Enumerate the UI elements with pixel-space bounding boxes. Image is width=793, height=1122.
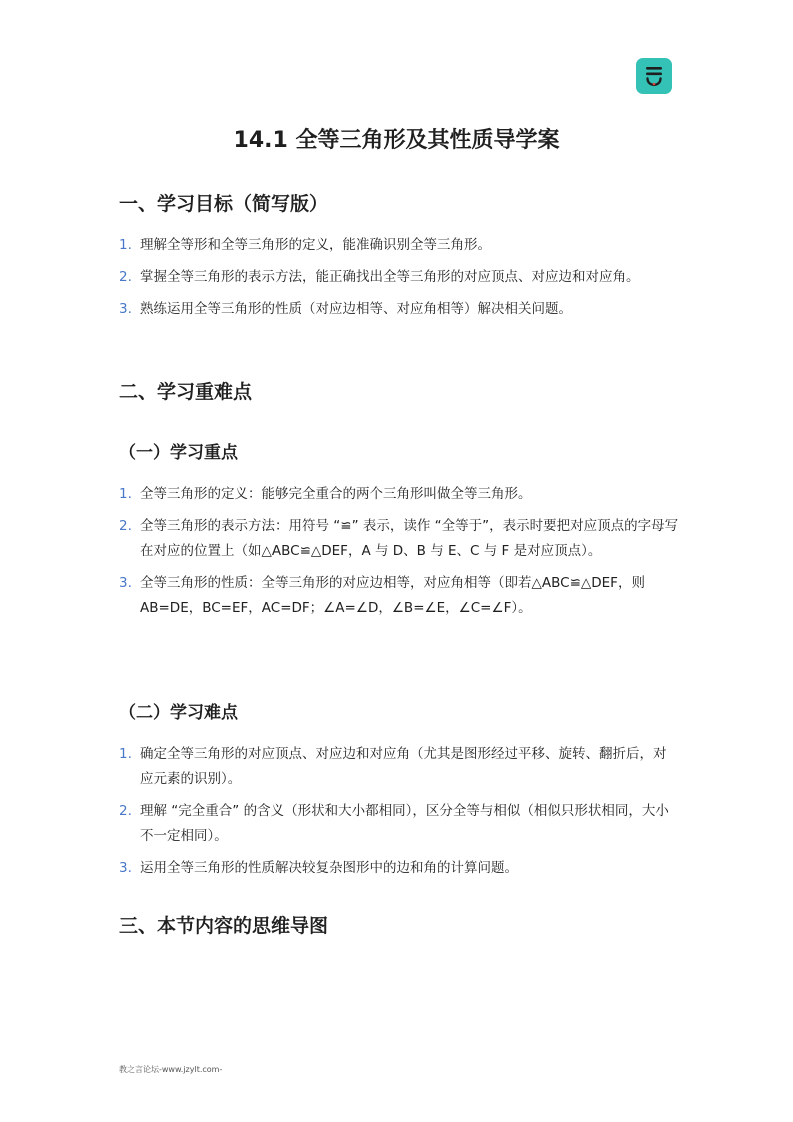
list-number: 2. [119,803,132,819]
section-heading-key-points: 二、学习重难点 [119,381,253,403]
chat-bubble-icon [636,58,672,94]
logo [636,58,672,94]
footer-watermark: 教之言论坛-www.jzylt.com- [119,1065,223,1074]
list-item [119,742,679,792]
section-heading-mindmap: 三、本节内容的思维导图 [119,915,329,937]
list-item-text: 理解 “完全重合” 的含义（形状和大小都相同），区分全等与相似（相似只形状相同，大小不一定相同）。 [140,803,669,844]
page-title: 14.1 全等三角形及其性质导学案 [233,128,560,153]
list-number: 2. [119,269,132,285]
list-item-text: 全等三角形的表示方法：用符号 “≌” 表示，读作 “全等于”，表示时要把对应顶点的字母写在对应的位置上（如△ABC≌△DEF，A 与 D、B 与 E、C 与 F 是对应顶点）。 [140,518,679,559]
difficulty-list [119,742,679,881]
list-item-text: 掌握全等三角形的表示方法，能正确找出全等三角形的对应顶点、对应边和对应角。 [140,269,640,285]
subsection-heading-difficulty: （二）学习难点 [119,703,238,723]
list-item [119,856,679,881]
list-item-text: 熟练运用全等三角形的性质（对应边相等、对应角相等）解决相关问题。 [140,301,572,317]
list-item [119,265,679,290]
list-number: 2. [119,518,132,534]
list-item-text: 确定全等三角形的对应顶点、对应边和对应角（尤其是图形经过平移、旋转、翻折后，对应元素的识别）。 [140,746,667,787]
list-item-text: 全等三角形的定义：能够完全重合的两个三角形叫做全等三角形。 [140,486,532,502]
list-item [119,297,679,322]
list-number: 3. [119,301,132,317]
subsection-heading-focus: （一）学习重点 [119,443,238,463]
list-item [119,571,679,621]
list-number: 1. [119,237,132,253]
list-number: 3. [119,860,132,876]
list-item [119,233,679,258]
list-item-text: 全等三角形的性质：全等三角形的对应边相等，对应角相等（即若△ABC≌△DEF，则 AB=DE，BC=EF，AC=DF；∠A=∠D，∠B=∠E，∠C=∠F）。 [140,575,645,616]
list-number: 1. [119,746,132,762]
list-number: 1. [119,486,132,502]
section-heading-goals: 一、学习目标（简写版） [119,193,329,215]
list-item-text: 理解全等形和全等三角形的定义，能准确识别全等三角形。 [140,237,491,253]
focus-list [119,482,679,621]
goals-list [119,233,679,322]
list-number: 3. [119,575,132,591]
list-item-text: 运用全等三角形的性质解决较复杂图形中的边和角的计算问题。 [140,860,518,876]
list-item [119,482,679,507]
list-item [119,514,679,564]
list-item [119,799,679,849]
